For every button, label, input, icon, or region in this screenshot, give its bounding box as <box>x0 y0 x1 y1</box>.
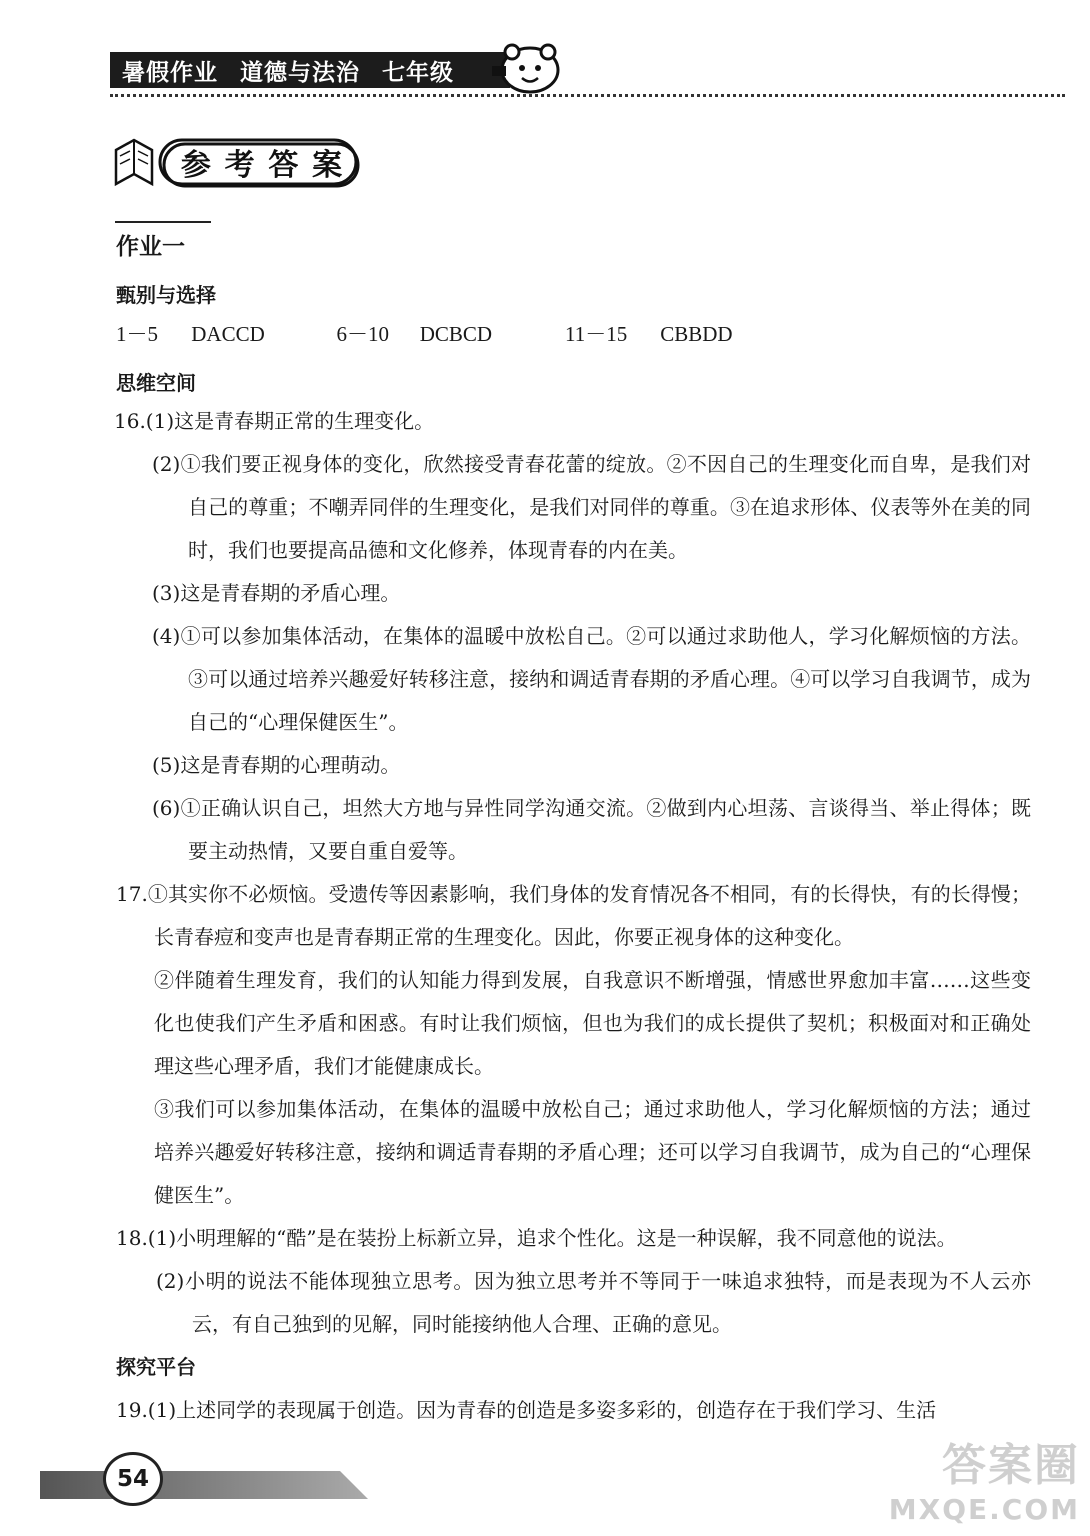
banner-char: 考 <box>224 148 255 183</box>
choice-heading: 甄别与选择 <box>116 283 216 307</box>
banner-char: 参 <box>180 148 211 183</box>
header-bar <box>110 52 510 88</box>
q18-part1: 18.(1)小明理解的“酷”是在装扮上标新立异，追求个性化。这是一种误解，我不同意他的说法。 <box>116 1226 957 1250</box>
section-rule <box>115 221 211 223</box>
watermark <box>889 1429 1080 1526</box>
q16-part5: (5)这是青春期的心理萌动。 <box>152 753 401 777</box>
q16-part3: (3)这是青春期的矛盾心理。 <box>152 581 401 605</box>
answer-letters: DCBCD <box>419 322 493 346</box>
q16-part6: (6)①正确认识自己，坦然大方地与异性同学沟通交流。②做到内心坦荡、言谈得当、举止得体；既要主动热情，又要自重自爱等。 <box>152 796 1031 863</box>
thinking-heading: 思维空间 <box>116 371 196 395</box>
banner-char: 答 <box>268 148 299 183</box>
q17-part1: 17.①其实你不必烦恼。受遗传等因素影响，我们身体的发育情况各不相同，有的长得快，有的长得慢；长青春痘和变声也是青春期正常的生理变化。因此，你要正视身体的这种变化。 <box>116 882 1031 949</box>
page-number: 54 <box>103 1452 163 1506</box>
answer-range: 6－10 <box>336 322 389 346</box>
answer-letters: CBBDD <box>660 322 733 346</box>
q19-part1: 19.(1)上述同学的表现属于创造。因为青春的创造是多姿多彩的，创造存在于我们学习、生活 <box>116 1398 937 1422</box>
footer-ribbon <box>40 1463 370 1503</box>
q16-part1: 16.(1)这是青春期正常的生理变化。 <box>114 409 435 433</box>
header-grade: 七年级 <box>382 59 454 86</box>
banner-char: 案 <box>312 148 343 183</box>
q16-part4: (4)①可以参加集体活动，在集体的温暖中放松自己。②可以通过求助他人，学习化解烦恼的方法。③可以通过培养兴趣爱好转移注意，接纳和调适青春期的矛盾心理。④可以学习自我调节，成为自己的“心理保健医生”。 <box>152 624 1031 734</box>
q16-part2: (2)①我们要正视身体的变化，欣然接受青春花蕾的绽放。②不因自己的生理变化而自卑，是我们对自己的尊重；不嘲弄同伴的生理变化，是我们对同伴的尊重。③在追求形体、仪表等外在美的同时，我们也要提高品德和文化修养，体现青春的内在美。 <box>152 452 1031 562</box>
header-series: 暑假作业 <box>122 59 218 86</box>
answer-range: 11－15 <box>565 322 628 346</box>
answer-letters: DACCD <box>191 322 265 346</box>
q17-part2: ②伴随着生理发育，我们的认知能力得到发展，自我意识不断增强，情感世界愈加丰富……这些变化也使我们产生矛盾和困惑。有时让我们烦恼，但也为我们的成长提供了契机；积极面对和正确处理这些心理矛盾，我们才能健康成长。 <box>154 968 1031 1078</box>
answer-key-title <box>174 142 349 182</box>
choice-answers <box>116 318 733 348</box>
answer-body <box>116 400 1031 1432</box>
explore-heading: 探究平台 <box>116 1355 196 1379</box>
section-title: 作业一 <box>116 234 185 260</box>
watermark-url: MXQE.COM <box>888 1493 1080 1526</box>
header-dotted-rule <box>110 94 1065 97</box>
answer-range: 1－5 <box>116 322 158 346</box>
q18-part2: (2)小明的说法不能体现独立思考。因为独立思考并不等同于一味追求独特，而是表现为不人云亦云，有自己独到的见解，同时能接纳他人合理、正确的意见。 <box>156 1269 1031 1336</box>
q17-part3: ③我们可以参加集体活动，在集体的温暖中放松自己；通过求助他人，学习化解烦恼的方法；通过培养兴趣爱好转移注意，接纳和调适青春期的矛盾心理；还可以学习自我调节，成为自己的“心理保健医生”。 <box>154 1097 1031 1207</box>
watermark-title: 答案圈 <box>942 1440 1080 1491</box>
header-subject: 道德与法治 <box>240 59 360 86</box>
mascot-icon <box>492 40 564 96</box>
